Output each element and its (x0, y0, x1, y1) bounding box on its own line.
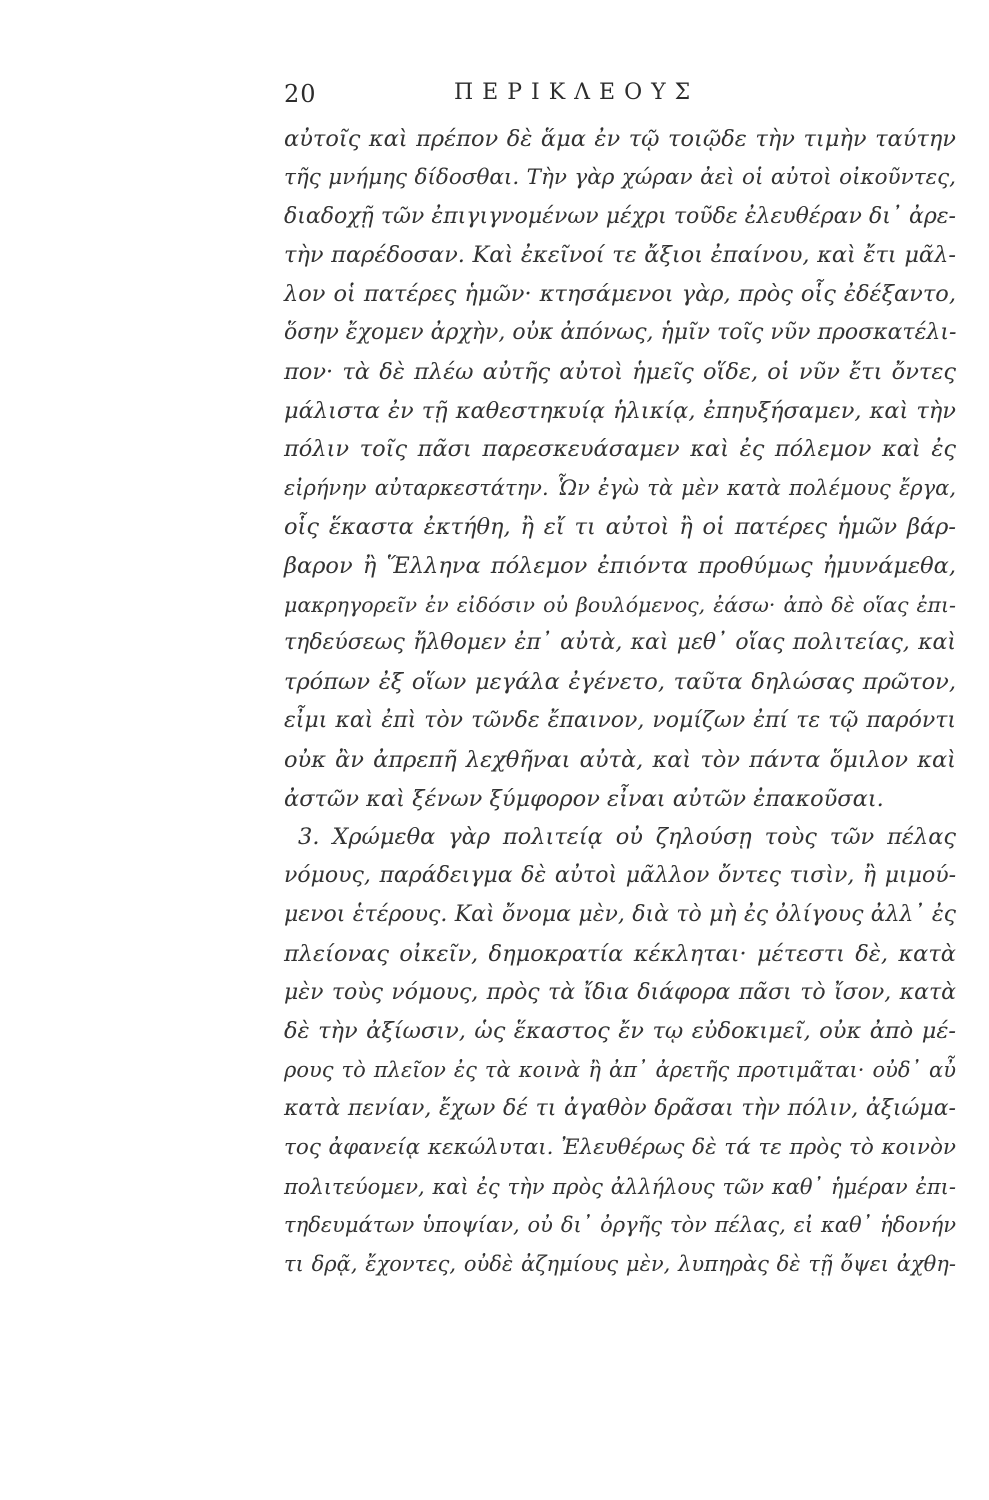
body-text (284, 120, 956, 1284)
text-line: τι δρᾷ, ἔχοντες, οὐδὲ ἀζημίους μὲν, λυπηρὰς δὲ τῇ ὄψει ἀχθη- (284, 1252, 956, 1277)
text-line: βαρον ἢ Ἕλληνα πόλεμον ἐπιόντα προθύμως ἠμυνάμεθα, (284, 552, 956, 579)
text-line: νόμους, παράδειγμα δὲ αὐτοὶ μᾶλλον ὄντες τισὶν, ἢ μιμού- (284, 863, 956, 889)
text-line: τρόπων ἐξ οἵων μεγάλα ἐγένετο, ταῦτα δηλώσας πρῶτον, (284, 669, 956, 696)
text-line: δὲ τὴν ἀξίωσιν, ὡς ἕκαστος ἔν τῳ εὐδοκιμεῖ, οὐκ ἀπὸ μέ- (284, 1018, 956, 1045)
running-head: ΠΕΡΙΚΛΕΟΥΣ (454, 80, 700, 105)
text-line: οἷς ἕκαστα ἐκτήθη, ἢ εἴ τι αὐτοὶ ἢ οἱ πατέρες ἡμῶν βάρ- (284, 513, 956, 540)
text-line: οὐκ ἂν ἀπρεπῆ λεχθῆναι αὐτὰ, καὶ τὸν πάντα ὅμιλον καὶ (284, 746, 956, 773)
text-line: μακρηγορεῖν ἐν εἰδόσιν οὐ βουλόμενος, ἐάσω· ἀπὸ δὲ οἵας ἐπι- (284, 592, 956, 617)
page-header (284, 80, 956, 114)
page-number: 20 (284, 80, 317, 108)
text-line: διαδοχῇ τῶν ἐπιγιγνομένων μέχρι τοῦδε ἐλευθέραν δι᾽ ἀρε- (284, 203, 956, 229)
text-line: πον· τὰ δὲ πλέω αὐτῆς αὐτοὶ ἡμεῖς οἵδε, οἱ νῦν ἔτι ὄντες (284, 358, 956, 385)
text-line: πολιτεύομεν, καὶ ἐς τὴν πρὸς ἀλλήλους τῶν καθ᾽ ἡμέραν ἐπι- (284, 1174, 956, 1199)
text-line: μὲν τοὺς νόμους, πρὸς τὰ ἴδια διάφορα πᾶσι τὸ ἴσον, κατὰ (284, 979, 956, 1005)
text-line: τῆς μνήμης δίδοσθαι. Τὴν γὰρ χώραν ἀεὶ οἱ αὐτοὶ οἰκοῦντες, (284, 164, 956, 190)
text-line: μενοι ἑτέρους. Καὶ ὄνομα μὲν, διὰ τὸ μὴ ἐς ὀλίγους ἀλλ᾽ ἐς (284, 901, 956, 927)
section-start-line: 3. Χρώμεθα γὰρ πολιτείᾳ οὐ ζηλούσῃ τοὺς τῶν πέλας (298, 824, 956, 851)
text-line: μάλιστα ἐν τῇ καθεστηκυίᾳ ἡλικίᾳ, ἐπηυξήσαμεν, καὶ τὴν (284, 397, 956, 424)
text-line: εἰρήνην αὐταρκεστάτην. Ὧν ἐγὼ τὰ μὲν κατὰ πολέμους ἔργα, (284, 476, 956, 501)
text-line: αὐτοῖς καὶ πρέπον δὲ ἅμα ἐν τῷ τοιῷδε τὴν τιμὴν ταύτην (284, 126, 956, 152)
text-line: εἶμι καὶ ἐπὶ τὸν τῶνδε ἔπαινον, νομίζων ἐπί τε τῷ παρόντι (284, 707, 956, 733)
text-line: πλείονας οἰκεῖν, δημοκρατία κέκληται· μέτεστι δὲ, κατὰ (284, 940, 956, 967)
text-line: τηδεύσεως ἤλθομεν ἐπ᾽ αὐτὰ, καὶ μεθ᾽ οἵας πολιτείας, καὶ (284, 630, 956, 656)
text-line: πόλιν τοῖς πᾶσι παρεσκευάσαμεν καὶ ἐς πόλεμον καὶ ἐς (284, 436, 956, 463)
text-line: ἀστῶν καὶ ξένων ξύμφορον εἶναι αὐτῶν ἐπακοῦσαι. (284, 785, 884, 812)
text-line: ρους τὸ πλεῖον ἐς τὰ κοινὰ ἢ ἀπ᾽ ἀρετῆς προτιμᾶται· οὐδ᾽ αὖ (284, 1058, 956, 1083)
text-line: τὴν παρέδοσαν. Καὶ ἐκεῖνοί τε ἄξιοι ἐπαίνου, καὶ ἔτι μᾶλ- (284, 242, 956, 269)
text-line: κατὰ πενίαν, ἔχων δέ τι ἀγαθὸν δρᾶσαι τὴν πόλιν, ἀξιώμα- (284, 1095, 956, 1121)
text-line: λον οἱ πατέρες ἡμῶν· κτησάμενοι γὰρ, πρὸς οἷς ἐδέξαντο, (284, 281, 956, 308)
text-line: τηδευμάτων ὑποψίαν, οὐ δι᾽ ὀργῆς τὸν πέλας, εἰ καθ᾽ ἡδονήν (284, 1213, 956, 1238)
text-line: ὅσην ἔχομεν ἀρχὴν, οὐκ ἀπόνως, ἡμῖν τοῖς νῦν προσκατέλι- (284, 319, 957, 345)
text-line: τος ἀφανείᾳ κεκώλυται. Ἐλευθέρως δὲ τά τε πρὸς τὸ κοινὸν (284, 1134, 956, 1160)
